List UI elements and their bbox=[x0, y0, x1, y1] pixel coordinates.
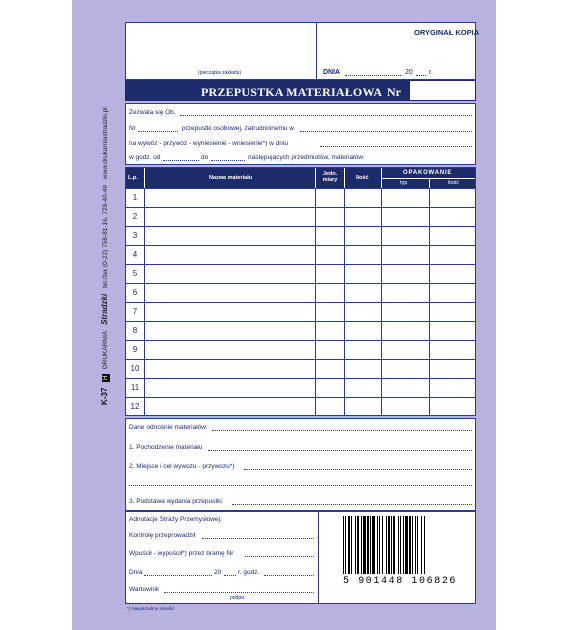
date-year: 20 bbox=[405, 69, 413, 76]
page-title: PRZEPUSTKA MATERIAŁOWA bbox=[201, 85, 383, 99]
table-row[interactable] bbox=[145, 189, 475, 207]
table-row[interactable] bbox=[145, 398, 475, 416]
printer-phone: tel./fax (0-22) 758-81-16, 729-40-49 bbox=[102, 185, 109, 288]
barcode-bar bbox=[425, 516, 426, 574]
number-field[interactable] bbox=[410, 81, 475, 100]
row-number: 7 bbox=[132, 307, 138, 316]
guard-title: Adnotacje Straży Przemysłowej: bbox=[129, 516, 222, 523]
table-row[interactable] bbox=[145, 341, 475, 359]
guard-date-suffix: r. godz. bbox=[238, 569, 260, 576]
copy-label: ORYGINAŁ KOPIA bbox=[414, 28, 480, 37]
printer-name: DRUKARNIA bbox=[102, 330, 109, 370]
materials-intro: Dane odnośnie materiałów: bbox=[129, 424, 208, 431]
printer-logo-icon: H bbox=[103, 375, 109, 381]
row-number: 2 bbox=[132, 212, 138, 221]
row-number: 6 bbox=[132, 288, 138, 297]
barcode bbox=[343, 516, 475, 590]
table-row[interactable] bbox=[145, 322, 475, 340]
permit-line-2-nr: Nr bbox=[129, 125, 136, 132]
column-packaging-type: typ bbox=[400, 180, 408, 186]
table-row[interactable] bbox=[145, 284, 475, 302]
permit-line-2: przepustki osobowej, zatrudnionemu w bbox=[182, 125, 295, 132]
control-field[interactable] bbox=[202, 538, 314, 539]
table-row[interactable] bbox=[145, 303, 475, 321]
guard-signature-field[interactable] bbox=[164, 592, 314, 593]
table-row[interactable] bbox=[145, 208, 475, 226]
time-to-field[interactable] bbox=[211, 160, 245, 161]
pass-number-field[interactable] bbox=[138, 131, 178, 132]
row-number: 11 bbox=[130, 383, 140, 392]
row-number: 1 bbox=[132, 193, 138, 202]
form-code: K-37 bbox=[100, 387, 109, 405]
permit-line-4: następujących przedmiotów, materiałów: bbox=[248, 154, 365, 161]
origin-field[interactable] bbox=[208, 450, 472, 451]
stamp-caption: (pieczątka zakładu) bbox=[198, 70, 242, 76]
date-suffix: r. bbox=[429, 69, 433, 76]
permit-date-field[interactable] bbox=[320, 146, 472, 147]
guard-control: Kontrolę przeprowadził bbox=[129, 532, 196, 539]
guard-date-label: Dnia bbox=[129, 569, 143, 576]
printer-side-label bbox=[90, 107, 110, 405]
destination-field[interactable] bbox=[244, 469, 472, 470]
barcode-bars bbox=[343, 516, 475, 578]
row-number: 10 bbox=[130, 364, 140, 373]
table-row[interactable] bbox=[145, 360, 475, 378]
materials-destination: 2. Miejsce i cel wywozu - przywozu*) bbox=[129, 463, 235, 470]
row-number: 3 bbox=[132, 231, 138, 240]
column-lp: L.p. bbox=[128, 175, 138, 181]
basis-field[interactable] bbox=[232, 504, 472, 505]
column-packaging-qty: ilość bbox=[448, 180, 460, 186]
row-number: 4 bbox=[132, 250, 138, 259]
column-unit: Jedn. miary bbox=[322, 171, 338, 183]
guard-time-field[interactable] bbox=[264, 575, 314, 576]
column-name: Nazwa materiału bbox=[209, 175, 253, 181]
permit-line-4-to: do bbox=[201, 154, 209, 161]
guard-label: Wartownik bbox=[129, 586, 160, 593]
table-row[interactable] bbox=[145, 265, 475, 283]
permit-line-3: na wywóz - przywóz - wyniesienie - wniesienie*) w dniu bbox=[129, 140, 288, 147]
footnote: *) Niepotrzebne skreślić bbox=[127, 606, 175, 611]
row-number: 12 bbox=[130, 402, 140, 411]
date-label: DNIA bbox=[323, 69, 341, 76]
guard-date-year: 20 bbox=[214, 569, 222, 576]
row-number: 8 bbox=[132, 326, 138, 335]
row-number: 9 bbox=[132, 345, 138, 354]
table-row[interactable] bbox=[145, 227, 475, 245]
guard-gate: Wpuścił - wypuścił*) przez bramę Nr bbox=[129, 550, 234, 557]
printer-brand: Stradzki bbox=[100, 293, 109, 325]
printer-url: www.drukarniastradzki.pl bbox=[102, 107, 109, 180]
guard-date-field[interactable] bbox=[144, 575, 212, 576]
destination-field-2[interactable] bbox=[129, 485, 472, 486]
time-from-field[interactable] bbox=[163, 160, 199, 161]
table-row[interactable] bbox=[145, 246, 475, 264]
employer-field[interactable] bbox=[300, 131, 472, 132]
barcode-number: 5 901448 106826 bbox=[343, 576, 458, 587]
column-quantity: Ilość bbox=[356, 175, 369, 181]
number-label: Nr bbox=[387, 85, 401, 99]
title-bar bbox=[125, 80, 476, 101]
column-packaging: OPAKOWANIE bbox=[403, 170, 453, 176]
person-name-field[interactable] bbox=[180, 115, 472, 116]
signature-caption: podpis bbox=[230, 595, 245, 601]
gate-field[interactable] bbox=[245, 556, 314, 557]
row-number: 5 bbox=[132, 269, 138, 278]
table-row[interactable] bbox=[145, 379, 475, 397]
permit-line-4-from: w godz. od bbox=[129, 154, 161, 161]
permit-line-1: Zezwala się Ob. bbox=[129, 109, 176, 116]
materials-origin: 1. Pochodzenie materiału bbox=[129, 444, 203, 451]
materials-basis: 3. Podstawa wydania przepustki bbox=[129, 498, 222, 505]
